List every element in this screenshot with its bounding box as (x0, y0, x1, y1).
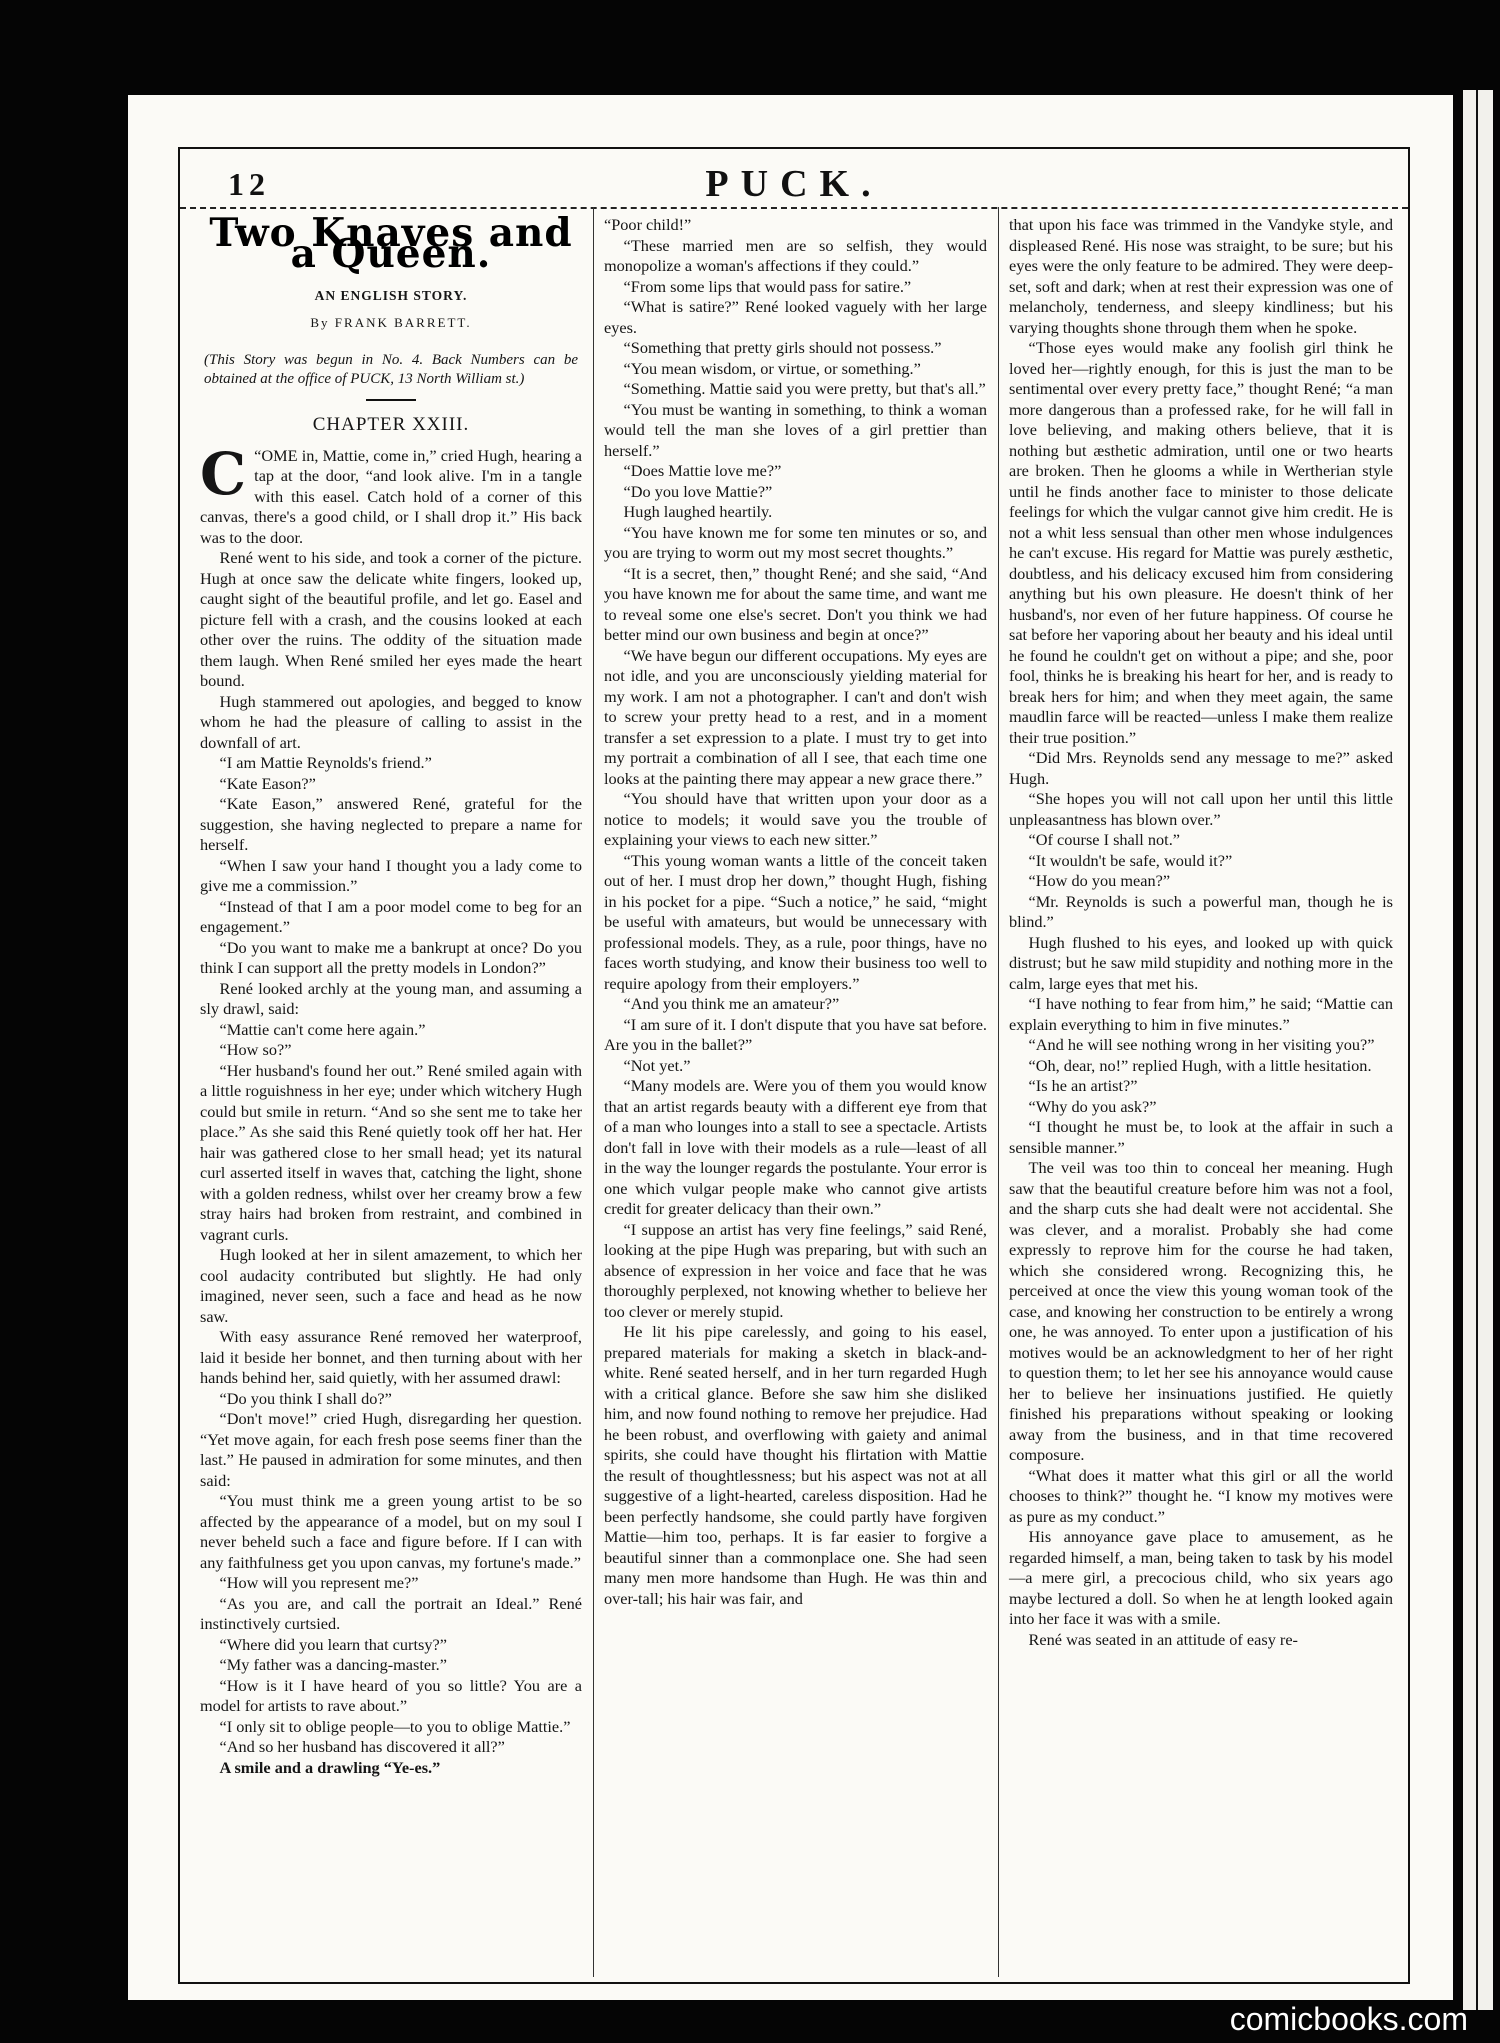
paragraph: “Do you think I shall do?” (219, 1388, 392, 1408)
paragraph: “And he will see nothing wrong in her visiting you?” (1028, 1035, 1375, 1054)
paragraph: “She hopes you will not call upon her until this little unpleasantness has blown over.” (1009, 789, 1393, 829)
paragraph: “How so?” (219, 1040, 292, 1059)
column-divider (593, 207, 594, 1977)
watermark-text: comicbooks.com (1229, 2001, 1468, 2037)
paragraph: “Oh, dear, no!” replied Hugh, with a little hesitation. (1028, 1055, 1372, 1075)
paragraph: “Does Mattie love me?” (623, 461, 782, 480)
spine-edge (1476, 90, 1478, 2010)
paragraph: Hugh looked at her in silent amazement, to which her cool audacity contributed but slightly. He had only imagined, never seen, such a face and head as he now saw. (200, 1245, 582, 1326)
paragraph: “Instead of that I am a poor model come to beg for an engagement.” (200, 896, 582, 936)
paragraph: “Did Mrs. Reynolds send any message to me?” asked Hugh. (1009, 748, 1393, 788)
paragraph: “Something that pretty girls should not possess.” (623, 338, 942, 357)
paragraph: Hugh flushed to his eyes, and looked up with quick distrust; but he saw mild stupidity and nothing more in the calm, large eyes that met his. (1009, 932, 1393, 993)
paragraph: “What is satire?” René looked vaguely with her large eyes. (604, 297, 987, 337)
paragraph: The veil was too thin to conceal her meaning. Hugh saw that the beautiful creature before him was not a fool, and the sharp cuts she had dealt were not accidental. She was clever, and a moralist. Probably she had come expressly to reprove him for the course he had taken, which she considered wrong. Recognizing this, he perceived at once the view this young woman took of the case, and knowing her construction to be entirely a wrong one, he was annoyed. To enter upon a justification of his motives would be an acknowledgment to her of her right to question them; to let her see his annoyance would cause her to believe her insinuations justified. He quietly finished his preparations without speaking or looking away from the business, and in that time recovered composure. (1009, 1158, 1393, 1464)
paragraph: “Kate Eason,” answered René, grateful for the suggestion, she having neglected to prepare a name for herself. (200, 794, 582, 854)
column-2 (604, 215, 987, 1609)
paragraph: With easy assurance René removed her waterproof, laid it beside her bonnet, and then turning about with her hands behind her, said quietly, with her assumed drawl: (200, 1327, 582, 1387)
paragraph: “I only sit to oblige people—to you to oblige Mattie.” (219, 1716, 571, 1736)
page-header (178, 160, 1410, 208)
title-rule (366, 399, 416, 401)
opening-text: “OME in, Mattie, come in,” cried Hugh, hearing a tap at the door, “and look alive. I'm in a tangle with this easel. Catch hold of a corner of this canvas, there's a good child, or I shall drop it.” His back was to the door. (200, 445, 582, 547)
paragraph: “These married men are so selfish, they would monopolize a woman's affections if they could.” (604, 235, 987, 275)
paragraph: He lit his pipe carelessly, and going to his easel, prepared materials for making a sketch in black-and-white. René seated herself, and in her turn regarded Hugh with a critical glance. Before she saw him she disliked him, and now found nothing to remove her prejudice. Had he been robust, and overflowing with gaiety and animal spirits, she could have thought his flirtation with Mattie the result of thoughtlessness; but his aspect was not at all suggestive of a light-hearted, careless disposition. Had he been perfectly handsome, she could partly have forgiven Mattie—him too, perhaps. It is far easier to forgive a beautiful sinner than a commonplace one. She had seen many men more handsome than Hugh. He was thin and over-tall; his hair was fair, and (604, 1322, 987, 1608)
paragraph: Hugh laughed heartily. (623, 502, 773, 521)
paragraph: “How will you represent me?” (219, 1573, 419, 1592)
paragraph: “And you think me an amateur?” (623, 994, 840, 1013)
paragraph: “Don't move!” cried Hugh, disregarding her question. “Yet move again, for each fresh pose seems finer than the last.” He paused in admiration for some minutes, and then said: (200, 1409, 582, 1490)
paragraph: “When I saw your hand I thought you a lady come to give me a commission.” (200, 855, 582, 895)
drop-cap: C (200, 439, 247, 508)
column-1 (200, 210, 582, 1778)
paragraph: René looked archly at the young man, and assuming a sly drawl, said: (200, 978, 582, 1018)
masthead: PUCK. (705, 163, 883, 205)
paragraph: “Something. Mattie said you were pretty, but that's all.” (623, 379, 986, 398)
paragraph: “Not yet.” (623, 1055, 691, 1075)
paragraph: “How do you mean?” (1028, 871, 1171, 890)
paragraph: “From some lips that would pass for satire.” (623, 276, 912, 296)
closing-line: A smile and a drawling “Ye-es.” (219, 1757, 441, 1777)
header-divider (180, 207, 1408, 209)
paragraph: “I thought he must be, to look at the affair in such a sensible manner.” (1009, 1117, 1393, 1157)
story-byline: By FRANK BARRETT. (310, 314, 472, 330)
page-spine (1463, 90, 1493, 2010)
paragraph: “Do you want to make me a bankrupt at once? Do you think I can support all the pretty models in London?” (200, 937, 582, 977)
paragraph: “Many models are. Were you of them you would know that an artist regards beauty with a different eye from that of a man who lounges into a stall to see a spectacle. Artists don't fall in love with their models as a rule—least of all in the way the lounger regards the postulante. Your error is one which vulgar people make who cannot give artists credit for greater delicacy than their own.” (604, 1076, 987, 1218)
paragraph: “You should have that written upon your door as a notice to models; it would save you the trouble of explaining your views to each new sitter.” (604, 789, 987, 849)
paragraph: “I am Mattie Reynolds's friend.” (219, 753, 432, 772)
paragraph: René was seated in an attitude of easy re- (1028, 1629, 1298, 1649)
paragraph: “Do you love Mattie?” (623, 481, 773, 501)
paragraph: “You mean wisdom, or virtue, or something.” (623, 358, 921, 378)
paragraph: “Of course I shall not.” (1028, 830, 1180, 849)
paragraph: “Mr. Reynolds is such a powerful man, though he is blind.” (1009, 891, 1393, 931)
paragraph: “Mattie can't come here again.” (219, 1019, 426, 1039)
paragraph: “As you are, and call the portrait an Ideal.” René instinctively curtsied. (200, 1593, 582, 1633)
paragraph: that upon his face was trimmed in the Vandyke style, and displeased René. His nose was straight, to be sure; but his eyes were the only feature to be admired. They were deep-set, soft and dark; when at rest their expression was one of melancholy, tenderness, and sleepy kindliness; but his varying thoughts shone through them when he spoke. (1009, 215, 1393, 337)
paragraph: “Her husband's found her out.” René smiled again with a little roguishness in her eye; under which witchery Hugh could but smile in return. “And so she sent me to take her place.” As she said this René quietly took off her hat. Her hair was gathered close to her small head; yet its natural curl asserted itself in waves that, catching the light, shone with a golden redness, whilst over her creamy brow a few stray hairs had broken from restraint, and combined in vagrant curls. (200, 1060, 582, 1244)
paragraph: “Kate Eason?” (219, 773, 316, 793)
column-1-body (200, 548, 582, 1758)
paragraph: “Why do you ask?” (1028, 1096, 1157, 1116)
opening-paragraph (200, 439, 582, 549)
page-number: 12 (228, 166, 270, 202)
paragraph: “This young woman wants a little of the conceit taken out of her. I must drop her down,” thought Hugh, fishing in his pocket for a pipe. “Such a notice,” he said, “might be useful with amateurs, but would be unnecessary with professional models. They, as a rule, poor things, have no faces worth studying, and know their business too well to require apology from their employers.” (604, 850, 987, 993)
paragraph: “It is a secret, then,” thought René; and she said, “And you have known me for about the same time, and want me to reveal some one else's secret. Don't you think we had better mind our own business and begin at once?” (604, 563, 987, 644)
paragraph: “How is it I have heard of you so little? You are a model for artists to rave about.” (200, 1675, 582, 1715)
paragraph: “You have known me for some ten minutes or so, and you are trying to worm out my most secret thoughts.” (604, 522, 987, 562)
paragraph: “And so her husband has discovered it all?” (219, 1737, 505, 1756)
paragraph: “I am sure of it. I don't dispute that you have sat before. Are you in the ballet?” (604, 1014, 987, 1054)
paragraph: Hugh stammered out apologies, and begged to know whom he had the pleasure of calling to assist in the downfall of art. (200, 691, 582, 752)
paragraph: “Those eyes would make any foolish girl think he loved her—rightly enough, for this is just the man to be sentimental over every pretty face,” thought René; “a man more dangerous than a professed rake, for he will fall in love believing, and making others believe, that it is nothing but æsthetic admiration, until one or two hearts are broken. Then he glooms a while in Wertherian style until he finds another face to minister to those delicate feelings for which the vulgar cannot give him credit. He is not a whit less sensual than other men whose indulgences he can't excuse. His regard for Mattie was purely æsthetic, doubtless, and his delicacy excused him from considering anything but his own pleasure. He doesn't think of her husband's, nor even of her future happiness. Of course he sat before her vaporing about her beauty and his ideal until he found he couldn't get on without a pipe; and she, poor fool, thinks he is breaking his heart for her, and is ready to break hers for him; and when they meet again, the same maudlin farce will be reacted—unless I make them realize their true position.” (1009, 338, 1393, 747)
story-title: Two Knaves and a Queen. (209, 210, 573, 277)
paragraph: “My father was a dancing-master.” (219, 1655, 447, 1674)
paragraph: His annoyance gave place to amusement, as he regarded himself, a man, being taken to task by his model—a mere girl, a precocious child, who six years ago maybe lectured a doll. So when he at length looked again into her face it was with a smile. (1009, 1527, 1393, 1628)
column-3 (1009, 215, 1393, 1650)
paragraph: “What does it matter what this girl or all the world chooses to think?” thought he. “I know my motives were as pure as my conduct.” (1009, 1465, 1393, 1526)
column-divider (998, 207, 999, 1977)
chapter-heading: CHAPTER XXIII. (312, 414, 470, 435)
paragraph: “Poor child!” (604, 215, 692, 234)
paragraph: “You must be wanting in something, to think a woman would tell the man she loves of a girl prettier than herself.” (604, 399, 987, 460)
paragraph: “We have begun our different occupations. My eyes are not idle, and you are unconsciously yielding material for my work. I am not a photographer. I can't and don't wish to screw your pretty head to a rest, and in a moment transfer a set expression to a plate. I must try to get into my portrait a combination of all I see, that each time one looks at the painting there may appear a new grace there.” (604, 645, 987, 788)
paragraph: “It wouldn't be safe, would it?” (1028, 850, 1233, 870)
story-note: (This Story was begun in No. 4. Back Numbers can be obtained at the office of PUCK, 13 North William st.) (204, 352, 578, 387)
paragraph: René went to his side, and took a corner of the picture. Hugh at once saw the delicate white fingers, looked up, caught sight of the beautiful profile, and let go. Easel and picture fell with a crash, and the cousins looked at each other over the ruins. The oddity of the situation made them laugh. When René smiled her eyes made the heart bound. (200, 548, 582, 690)
story-subtitle: AN ENGLISH STORY. (314, 288, 468, 303)
paragraph: “Is he an artist?” (1028, 1076, 1138, 1095)
paragraph: “I have nothing to fear from him,” he said; “Mattie can explain everything to him in five minutes.” (1009, 994, 1393, 1034)
paragraph: “I suppose an artist has very fine feelings,” said René, looking at the pipe Hugh was preparing, but with such an absence of expression in her voice and face that he was thoroughly perplexed, not knowing whether to believe her too clever or merely stupid. (604, 1219, 987, 1321)
paragraph: “Where did you learn that curtsy?” (219, 1634, 447, 1654)
paragraph: “You must think me a green young artist to be so affected by the appearance of a model, but on my soul I never beheld such a face and figure before. If I can with any faithfulness get you upon canvas, my fortune's made.” (200, 1491, 582, 1572)
